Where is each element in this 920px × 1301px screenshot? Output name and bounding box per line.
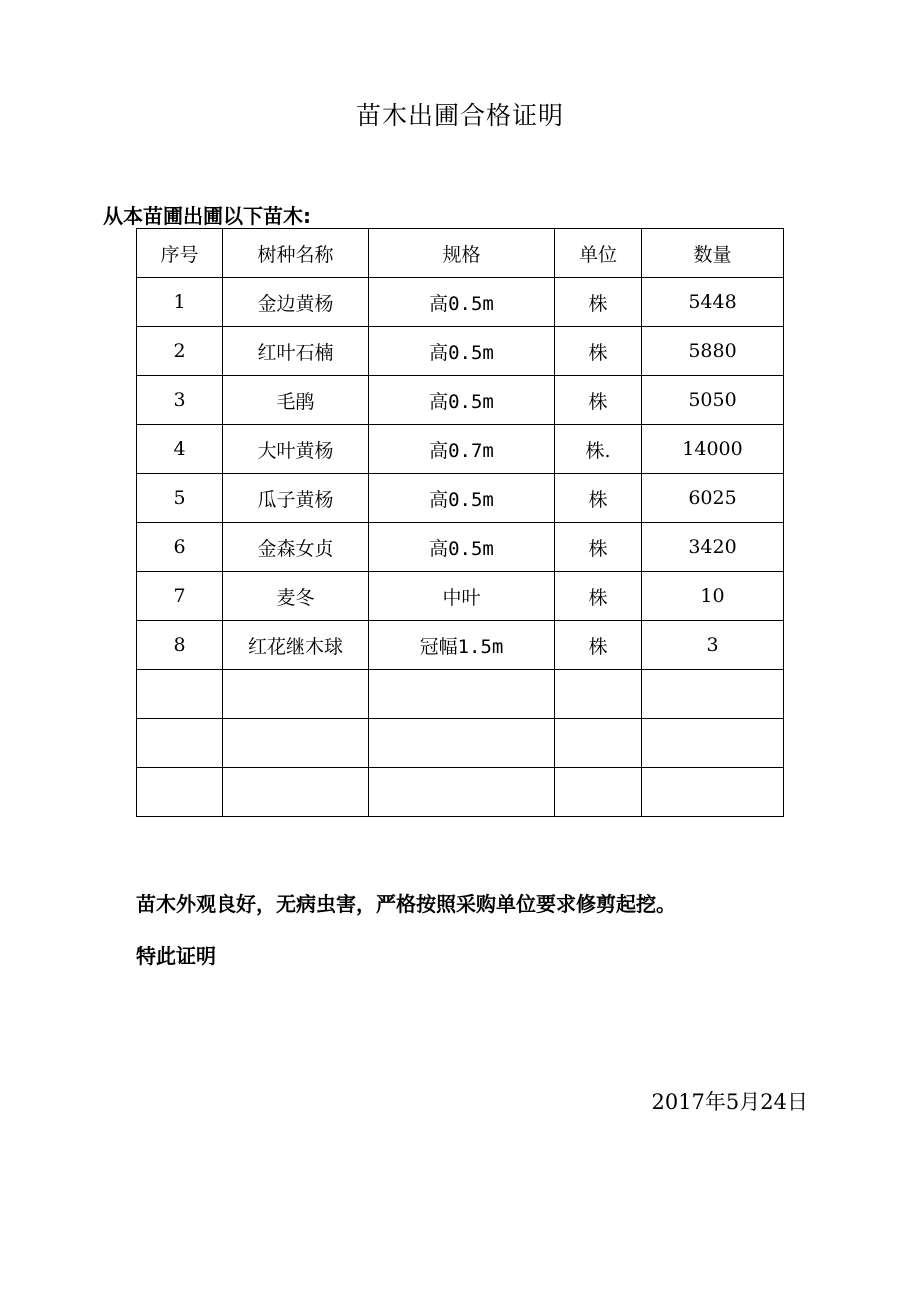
cell-quantity: 10 <box>642 572 784 621</box>
cell-unit: 株 <box>555 621 642 670</box>
header-quantity: 数量 <box>642 229 784 278</box>
empty-cell <box>642 670 784 719</box>
cell-species: 红花继木球 <box>223 621 369 670</box>
cell-species: 毛鹃 <box>223 376 369 425</box>
cell-unit: 株 <box>555 572 642 621</box>
cell-index: 5 <box>137 474 223 523</box>
empty-cell <box>137 719 223 768</box>
header-index: 序号 <box>137 229 223 278</box>
table-row <box>137 474 784 523</box>
cell-spec: 高0.5m <box>369 327 555 376</box>
cell-index: 2 <box>137 327 223 376</box>
cell-unit: 株. <box>555 425 642 474</box>
table-row <box>137 425 784 474</box>
header-species: 树种名称 <box>223 229 369 278</box>
cell-species: 大叶黄杨 <box>223 425 369 474</box>
cell-species: 瓜子黄杨 <box>223 474 369 523</box>
table-row <box>137 327 784 376</box>
empty-cell <box>223 719 369 768</box>
cell-spec: 高0.5m <box>369 523 555 572</box>
table-row <box>137 572 784 621</box>
empty-cell <box>223 670 369 719</box>
empty-cell <box>642 719 784 768</box>
table-row <box>137 621 784 670</box>
empty-table-row <box>137 719 784 768</box>
table-row <box>137 278 784 327</box>
cell-index: 4 <box>137 425 223 474</box>
cell-unit: 株 <box>555 327 642 376</box>
cell-quantity: 5880 <box>642 327 784 376</box>
cell-spec: 高0.5m <box>369 376 555 425</box>
empty-cell <box>555 670 642 719</box>
cell-species: 金森女贞 <box>223 523 369 572</box>
cell-unit: 株 <box>555 376 642 425</box>
nursery-items-table <box>136 228 784 817</box>
cell-index: 8 <box>137 621 223 670</box>
intro-text: 从本苗圃出圃以下苗木: <box>103 204 311 228</box>
cell-quantity: 3 <box>642 621 784 670</box>
cell-quantity: 6025 <box>642 474 784 523</box>
cell-index: 3 <box>137 376 223 425</box>
cell-species: 麦冬 <box>223 572 369 621</box>
empty-table-row <box>137 670 784 719</box>
cell-quantity: 14000 <box>642 425 784 474</box>
cell-unit: 株 <box>555 523 642 572</box>
cell-spec: 高0.5m <box>369 278 555 327</box>
empty-cell <box>642 768 784 817</box>
cell-spec: 中叶 <box>369 572 555 621</box>
cell-species: 红叶石楠 <box>223 327 369 376</box>
empty-cell <box>555 768 642 817</box>
cell-unit: 株 <box>555 474 642 523</box>
empty-cell <box>223 768 369 817</box>
cell-index: 6 <box>137 523 223 572</box>
cell-index: 1 <box>137 278 223 327</box>
cell-spec: 高0.5m <box>369 474 555 523</box>
table-row <box>137 376 784 425</box>
cell-spec: 冠幅1.5m <box>369 621 555 670</box>
empty-cell <box>369 719 555 768</box>
table-row <box>137 523 784 572</box>
empty-cell <box>137 670 223 719</box>
empty-cell <box>369 670 555 719</box>
cell-index: 7 <box>137 572 223 621</box>
empty-table-row <box>137 768 784 817</box>
empty-cell <box>137 768 223 817</box>
document-title: 苗木出圃合格证明 <box>355 101 564 130</box>
cell-spec: 高0.7m <box>369 425 555 474</box>
table-header-row <box>137 229 784 278</box>
issue-date: 2017年5月24日 <box>651 1090 808 1114</box>
cell-quantity: 5448 <box>642 278 784 327</box>
cell-unit: 株 <box>555 278 642 327</box>
header-unit: 单位 <box>555 229 642 278</box>
cell-quantity: 5050 <box>642 376 784 425</box>
empty-cell <box>555 719 642 768</box>
quality-note: 苗木外观良好，无病虫害，严格按照采购单位要求修剪起挖。 <box>136 892 676 916</box>
cell-quantity: 3420 <box>642 523 784 572</box>
cell-species: 金边黄杨 <box>223 278 369 327</box>
certification-text: 特此证明 <box>136 944 216 968</box>
empty-cell <box>369 768 555 817</box>
header-spec: 规格 <box>369 229 555 278</box>
